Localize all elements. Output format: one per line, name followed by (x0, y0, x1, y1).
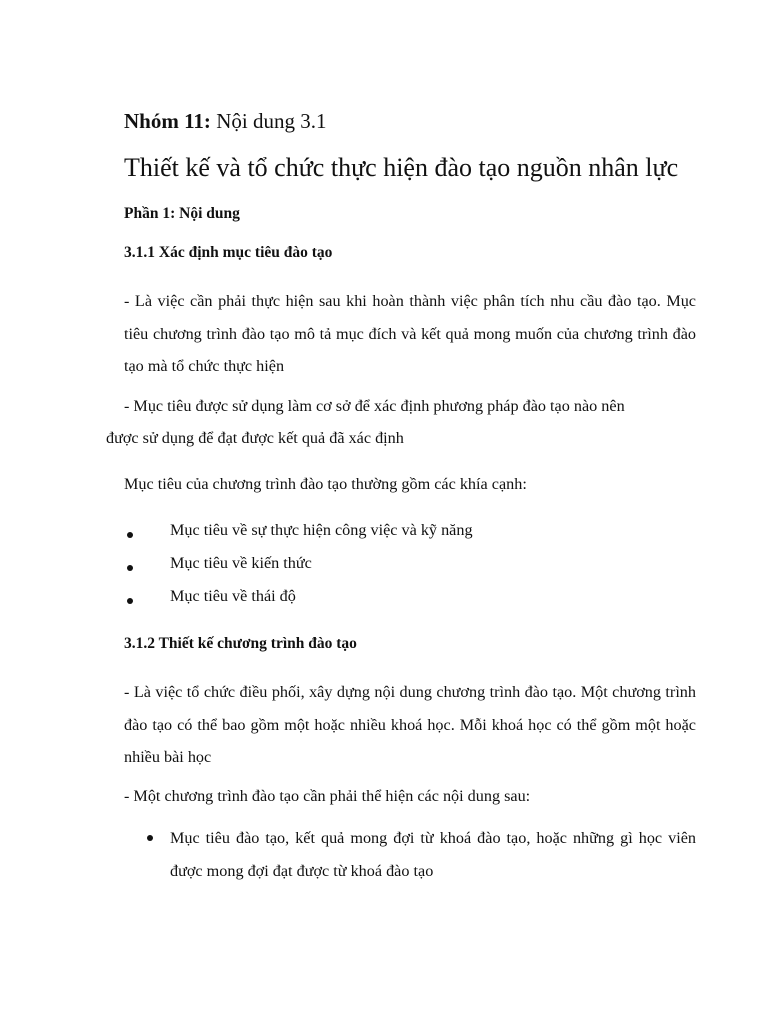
group-heading (124, 109, 326, 134)
paragraph-3-1-1-intro: Mục tiêu của chương trình đào tạo thường gồm các khía cạnh: (124, 475, 527, 493)
list-item-text: Mục tiêu về thái độ (170, 587, 296, 605)
bullet-icon (147, 835, 153, 841)
paragraph-3-1-2-a: - Là việc tổ chức điều phối, xây dựng nội dung chương trình đào tạo. Một chương trình đào tạo có thể bao gồm một hoặc nhiều khoá học. Mỗi khoá học có thể gồm một hoặc nhiều bài học (124, 683, 696, 766)
bullet-icon (127, 565, 133, 571)
bullet-icon (127, 532, 133, 538)
paragraph-3-1-1-a: - Là việc cần phải thực hiện sau khi hoàn thành việc phân tích nhu cầu đào tạo. Mục tiêu chương trình đào tạo mô tả mục đích và kết quả mong muốn của chương trình đào tạo mà tổ chức thực hiện (124, 292, 696, 375)
list-item (124, 521, 696, 551)
list-item (124, 554, 696, 584)
paragraph-3-1-2-b: - Một chương trình đào tạo cần phải thể hiện các nội dung sau: (124, 787, 531, 805)
bullet-icon (127, 598, 133, 604)
paragraph-3-1-1-b-line-2: được sử dụng để đạt được kết quả đã xác định (106, 429, 404, 447)
list-item (124, 587, 696, 617)
list-item-text: Mục tiêu đào tạo, kết quả mong đợi từ khoá đào tạo, hoặc những gì học viên được mong đợi đạt được từ khoá đào tạo (170, 829, 696, 880)
section-heading-3-1-1: 3.1.1 Xác định mục tiêu đào tạo (124, 244, 333, 261)
part-heading: Phần 1: Nội dung (124, 205, 240, 222)
list-item (146, 822, 696, 892)
section-heading-3-1-2: 3.1.2 Thiết kế chương trình đào tạo (124, 635, 357, 652)
list-item-text: Mục tiêu về sự thực hiện công việc và kỹ năng (170, 521, 473, 539)
document-title: Thiết kế và tổ chức thực hiện đào tạo nguồn nhân lực (124, 153, 679, 182)
group-label: Nhóm 11: (124, 109, 211, 133)
group-content: Nội dung 3.1 (216, 109, 327, 133)
paragraph-3-1-1-b-line-1: - Mục tiêu được sử dụng làm cơ sở để xác định phương pháp đào tạo nào nên (124, 397, 625, 415)
list-item-text: Mục tiêu về kiến thức (170, 554, 312, 572)
